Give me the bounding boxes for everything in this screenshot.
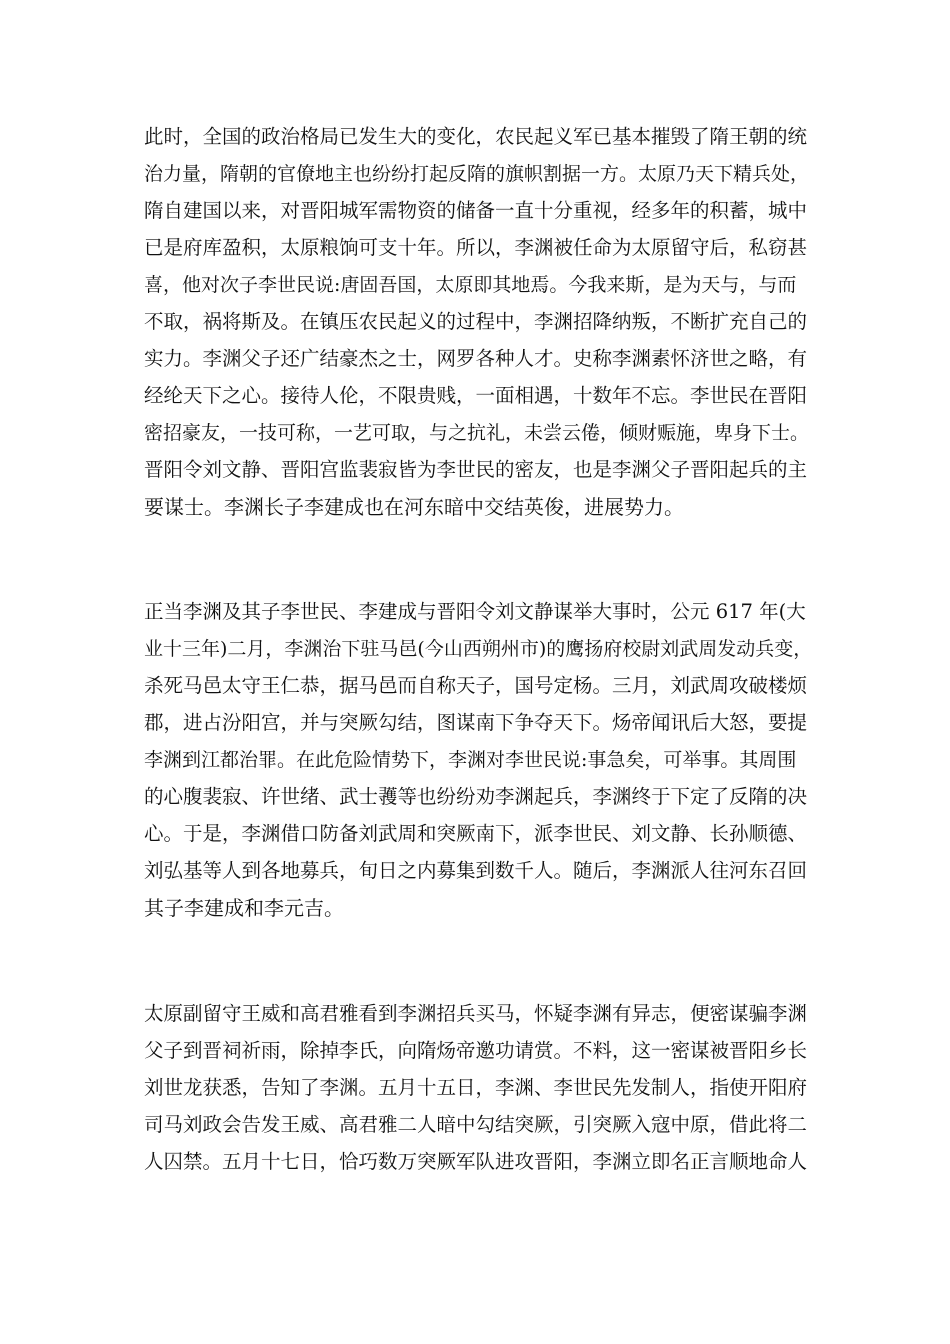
text-line: 要谋士。李渊长子李建成也在河东暗中交结英俊，进展势力。 (144, 495, 684, 519)
text-line: 父子到晋祠祈雨，除掉李氏，向隋炀帝邀功请赏。不料，这一密谋被晋阳乡长 (144, 1039, 808, 1062)
text-line: 心。于是，李渊借口防备刘武周和突厥南下，派李世民、刘文静、长孙顺德、 (144, 822, 808, 845)
text-line: 业十三年)二月，李渊治下驻马邑(今山西朔州市)的鹰扬府校尉刘武周发动兵变， (144, 638, 813, 660)
text-line: 经纶天下之心。接待人伦，不限贵贱，一面相遇，十数年不忘。李世民在晋阳 (144, 384, 808, 407)
text-line: 隋自建国以来，对晋阳城军需物资的储备一直十分重视，经多年的积蓄，城中 (144, 199, 808, 222)
text-line: 人囚禁。五月十七日，恰巧数万突厥军队进攻晋阳，李渊立即名正言顺地命人 (144, 1150, 808, 1173)
text-line: 已是府库盈积，太原粮饷可支十年。所以，李渊被任命为太原留守后，私窃甚 (144, 236, 808, 259)
text-line: 李渊到江都治罪。在此危险情势下，李渊对李世民说:事急矣，可举事。其周围 (144, 749, 797, 771)
text-line: 密招豪友，一技可称，一艺可取，与之抗礼，未尝云倦，倾财赈施，卑身下士。 (144, 422, 810, 444)
text-line: 正当李渊及其子李世民、李建成与晋阳令刘文静谋举大事时，公元 617 年(大 (144, 600, 806, 623)
text-line: 此时，全国的政治格局已发生大的变化，农民起义军已基本摧毁了隋王朝的统 (144, 125, 808, 148)
text-line: 太原副留守王威和高君雅看到李渊招兵买马，怀疑李渊有异志，便密谋骗李渊 (144, 1002, 808, 1025)
text-line: 实力。李渊父子还广结豪杰之士，网罗各种人才。史称李渊素怀济世之略，有 (144, 347, 808, 370)
text-line: 的心腹裴寂、许世绪、武士彟等也纷纷劝李渊起兵，李渊终于下定了反隋的决 (144, 785, 808, 808)
text-line: 郡，进占汾阳宫，并与突厥勾结，图谋南下争夺天下。炀帝闻讯后大怒，要提 (144, 711, 808, 734)
text-line: 杀死马邑太守王仁恭，据马邑而自称天子，国号定杨。三月，刘武周攻破楼烦 (144, 674, 808, 697)
text-line: 喜，他对次子李世民说:唐固吾国，太原即其地焉。今我来斯，是为天与，与而 (144, 274, 797, 296)
text-line: 其子李建成和李元吉。 (144, 896, 344, 920)
text-line: 刘弘基等人到各地募兵，旬日之内募集到数千人。随后，李渊派人往河东召回 (144, 859, 808, 882)
text-line: 不取，祸将斯及。在镇压农民起义的过程中，李渊招降纳叛，不断扩充自己的 (144, 310, 808, 333)
text-line: 司马刘政会告发王威、高君雅二人暗中勾结突厥，引突厥入寇中原，借此将二 (144, 1113, 808, 1136)
text-line: 刘世龙获悉，告知了李渊。五月十五日，李渊、李世民先发制人，指使开阳府 (144, 1076, 808, 1099)
text-line: 晋阳令刘文静、晋阳宫监裴寂皆为李世民的密友，也是李渊父子晋阳起兵的主 (144, 458, 808, 481)
text-line: 治力量，隋朝的官僚地主也纷纷打起反隋的旗帜割据一方。太原乃天下精兵处， (144, 163, 810, 185)
